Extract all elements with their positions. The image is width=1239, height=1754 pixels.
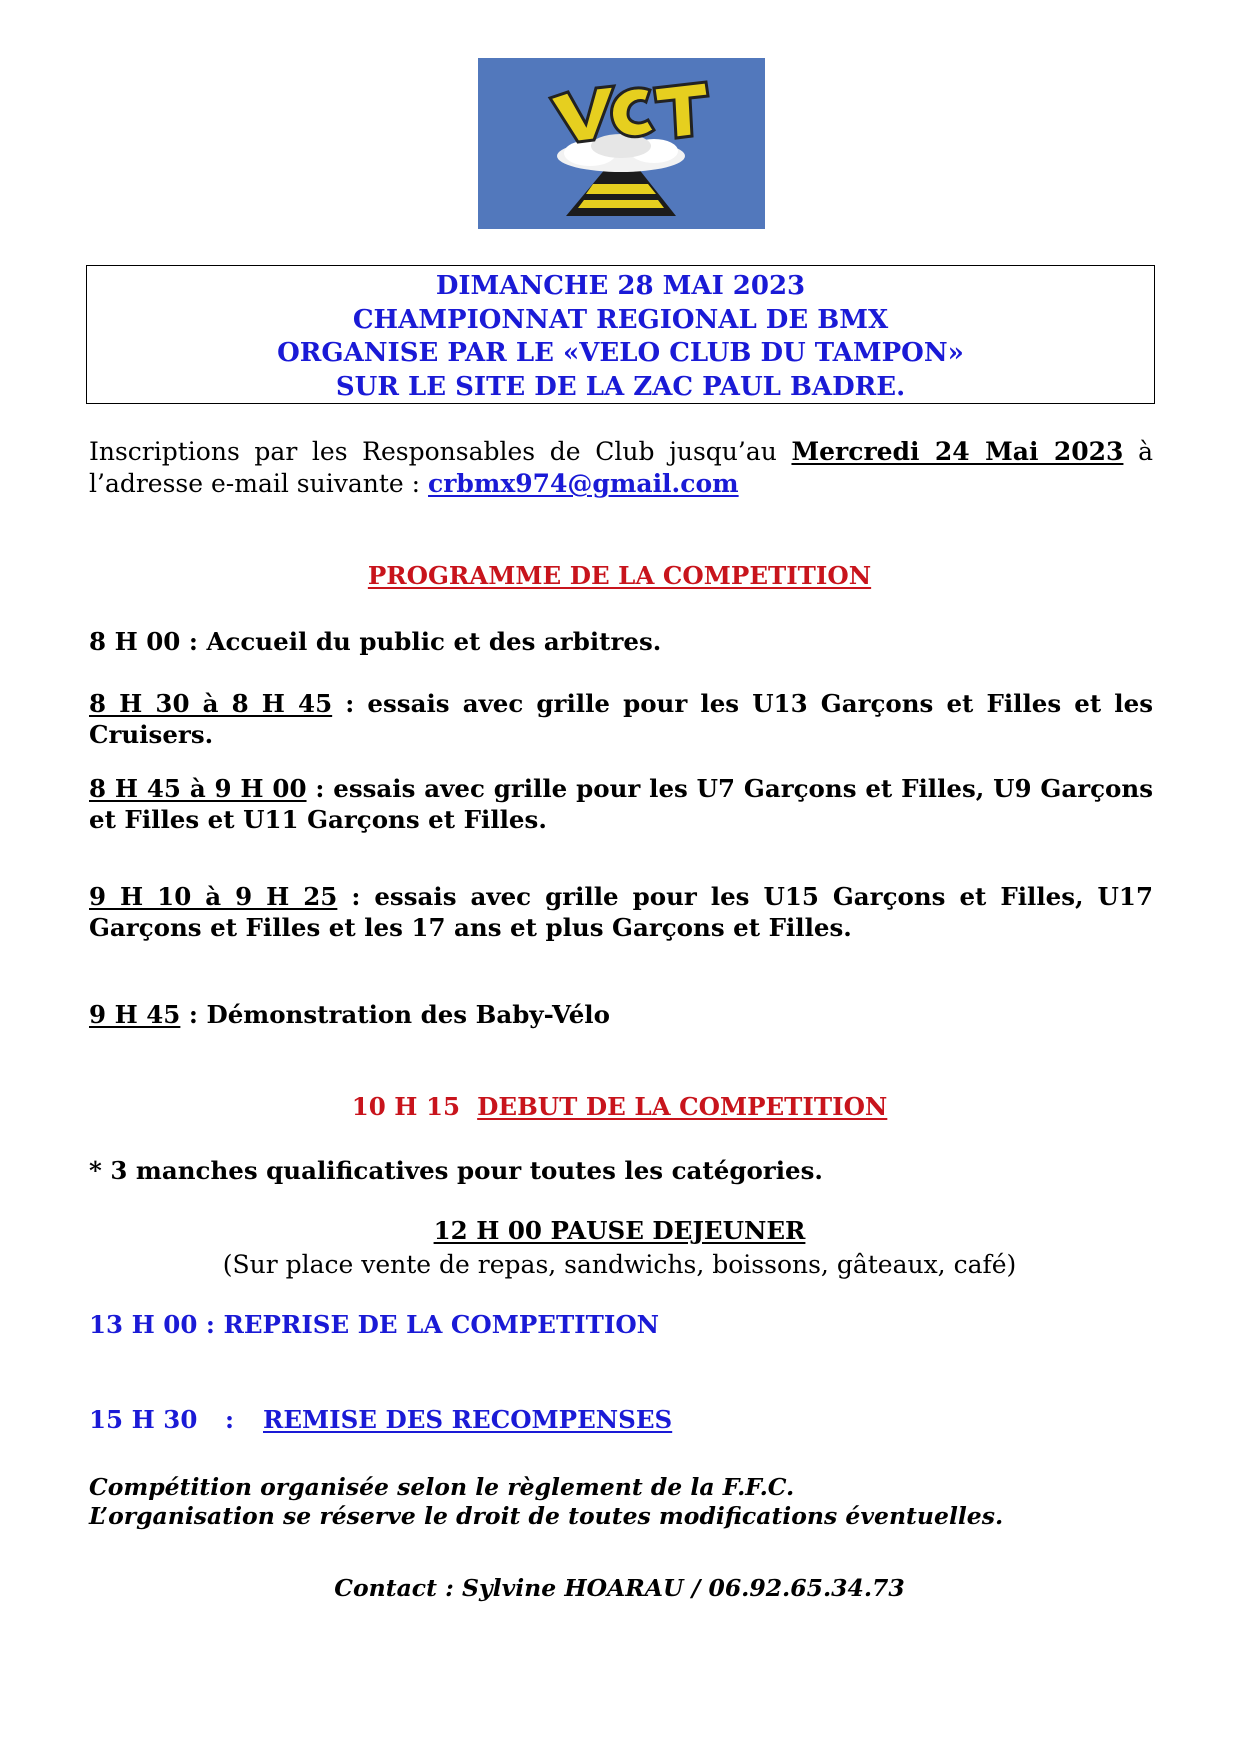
competition-start xyxy=(0,1092,1239,1121)
schedule-time: 8 H 30 à 8 H 45 xyxy=(89,689,333,718)
awards-colon: : xyxy=(225,1405,235,1434)
inscription-text: Inscriptions par les Responsables de Club jusqu’au xyxy=(89,437,792,466)
schedule-item xyxy=(89,881,1153,943)
lunch-break-note: (Sur place vente de repas, sandwichs, boissons, gâteaux, café) xyxy=(222,1250,1017,1279)
schedule-item xyxy=(89,626,1153,657)
schedule-time: 8 H 45 à 9 H 00 xyxy=(89,774,307,803)
schedule-text: : essais avec grille pour les U15 Garçons et Filles, U17 Garçons et Filles et les 17 ans et plus Garçons et Filles. xyxy=(89,882,1153,942)
rules-note xyxy=(89,1473,1153,1531)
club-logo xyxy=(478,58,765,229)
competition-start-time: 10 H 15 xyxy=(351,1092,461,1121)
schedule-item xyxy=(89,773,1153,835)
vct-volcano-logo-icon xyxy=(478,58,765,229)
qualifying-rounds: * 3 manches qualificatives pour toutes les catégories. xyxy=(89,1156,823,1185)
lunch-break-title: 12 H 00 PAUSE DEJEUNER xyxy=(433,1216,806,1245)
event-location: SUR LE SITE DE LA ZAC PAUL BADRE. xyxy=(335,371,906,402)
disclaimer-line: L’organisation se réserve le droit de toutes modifications éventuelles. xyxy=(89,1502,1004,1530)
schedule-time: 9 H 10 à 9 H 25 xyxy=(89,882,338,911)
schedule-time: 9 H 45 xyxy=(89,1000,181,1029)
programme-title: PROGRAMME DE LA COMPETITION xyxy=(367,561,872,590)
event-organizer: ORGANISE PAR LE «VELO CLUB DU TAMPON» xyxy=(277,338,964,368)
schedule-time: 8 H 00 xyxy=(89,627,181,656)
inscription-paragraph xyxy=(89,436,1153,500)
event-title-box xyxy=(86,265,1155,404)
inscription-text-after: à l’adresse e-mail suivante : xyxy=(89,437,1153,498)
awards-ceremony xyxy=(89,1405,1153,1434)
competition-resume: 13 H 00 : REPRISE DE LA COMPETITION xyxy=(89,1310,660,1339)
schedule-text: : Accueil du public et des arbitres. xyxy=(180,627,662,656)
email-link[interactable]: crbmx974@gmail.com xyxy=(428,469,739,498)
rules-line: Compétition organisée selon le règlement de la F.F.C. xyxy=(89,1473,795,1501)
inscription-deadline: Mercredi 24 Mai 2023 xyxy=(791,437,1124,466)
awards-label: REMISE DES RECOMPENSES xyxy=(263,1405,673,1434)
schedule-item xyxy=(89,688,1153,750)
contact-line: Contact : Sylvine HOARAU / 06.92.65.34.73 xyxy=(334,1574,905,1602)
event-date: DIMANCHE 28 MAI 2023 xyxy=(435,271,806,301)
event-name: CHAMPIONNAT REGIONAL DE BMX xyxy=(352,304,889,335)
competition-start-label: DEBUT DE LA COMPETITION xyxy=(477,1092,888,1121)
awards-time: 15 H 30 xyxy=(89,1405,198,1434)
schedule-text: : Démonstration des Baby-Vélo xyxy=(180,1000,610,1029)
schedule-item xyxy=(89,999,1153,1030)
schedule-text: : essais avec grille pour les U7 Garçons et Filles, U9 Garçons et Filles et U11 Garçons et Filles. xyxy=(89,774,1153,834)
schedule-text: : essais avec grille pour les U13 Garçons et Filles et les Cruisers. xyxy=(89,689,1153,749)
